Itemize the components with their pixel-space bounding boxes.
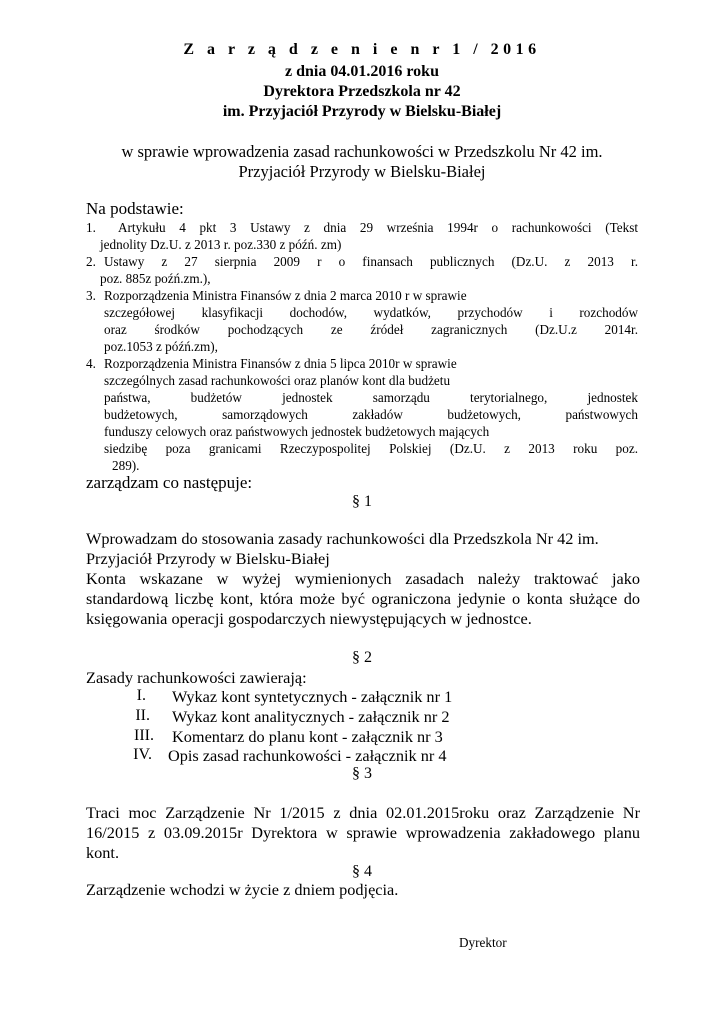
subject-line-2: Przyjaciół Przyrody w Bielsku-Białej [238, 162, 486, 181]
order-issuer: Dyrektora Przedszkola nr 42 [263, 83, 461, 100]
basis-item-4-line-6: siedzibę poza granicami Rzeczypospolitej Polskiej (Dz.U. z 2013 roku poz. [104, 441, 638, 456]
section-3-line-3: kont. [86, 843, 120, 862]
signature-label: Dyrektor [459, 935, 507, 950]
basis-item-4-line-7: 289). [112, 458, 140, 473]
basis-item-3-line-1: Rozporządzenia Ministra Finansów z dnia 2 marca 2010 r w sprawie [104, 288, 467, 303]
basis-intro: Na podstawie: [86, 199, 184, 218]
basis-item-1-line-2: jednolity Dz.U. z 2013 r. poz.330 z późń. zm) [100, 237, 342, 252]
section-2-item-1-numeral: I. [136, 687, 146, 704]
section-2-mark: § 2 [352, 649, 372, 666]
section-3-mark: § 3 [352, 765, 372, 782]
basis-item-4-number: 4. [86, 356, 96, 371]
order-date: z dnia 04.01.2016 roku [285, 63, 439, 80]
section-2-item-2-numeral: II. [135, 707, 150, 724]
basis-item-4-line-2: szczególnych zasad rachunkowości oraz planów kont dla budżetu [104, 373, 451, 388]
section-2-item-3-numeral: III. [134, 727, 154, 744]
section-2-item-2-text: Wykaz kont analitycznych - załącznik nr 2 [172, 707, 450, 726]
order-issuer-name: im. Przyjaciół Przyrody w Bielsku-Białej [222, 103, 502, 120]
section-2-intro: Zasady rachunkowości zawierają: [86, 668, 307, 687]
basis-item-3-line-4: poz.1053 z późń.zm), [104, 339, 218, 354]
basis-item-2-line-2: poz. 885z poźń.zm.), [100, 271, 211, 286]
section-2-item-1-text: Wykaz kont syntetycznych - załącznik nr 1 [172, 687, 453, 706]
basis-item-2-number: 2. [86, 254, 96, 269]
basis-item-1-line-1: Artykułu 4 pkt 3 Ustawy z dnia 29 września 1994r o rachunkowości (Tekst [118, 220, 638, 235]
section-1-line-2: Przyjaciół Przyrody w Bielsku-Białej [86, 549, 330, 568]
section-3-line-1: Traci moc Zarządzenie Nr 1/2015 z dnia 02.01.2015roku oraz Zarządzenie Nr [86, 803, 640, 822]
basis-item-1-number: 1. [86, 220, 96, 235]
section-2-item-4-numeral: IV. [133, 746, 152, 763]
section-1-line-3: Konta wskazane w wyżej wymienionych zasadach należy traktować jako [86, 569, 640, 588]
subject-line-1: w sprawie wprowadzenia zasad rachunkowości w Przedszkolu Nr 42 im. [121, 142, 603, 161]
section-1-line-1: Wprowadzam do stosowania zasady rachunkowości dla Przedszkola Nr 42 im. [86, 529, 599, 548]
basis-outro: zarządzam co następuje: [86, 473, 253, 492]
section-3-line-2: 16/2015 z 03.09.2015r Dyrektora w sprawie wprowadzenia zakładowego planu [86, 823, 640, 842]
basis-item-3-number: 3. [86, 288, 96, 303]
order-title: Z a r z ą d z e n i e n r 1 / 2016 [183, 41, 541, 58]
basis-item-4-line-3: państwa, budżetów jednostek samorządu terytorialnego, jednostek [104, 390, 638, 405]
basis-item-3-line-3: oraz środków pochodzących ze źródeł zagranicznych (Dz.U.z 2014r. [104, 322, 638, 337]
basis-item-4-line-1: Rozporządzenia Ministra Finansów z dnia 5 lipca 2010r w sprawie [104, 356, 457, 371]
section-1-mark: § 1 [352, 493, 372, 510]
section-2-item-3-text: Komentarz do planu kont - załącznik nr 3 [172, 727, 443, 746]
basis-item-4-line-4: budżetowych, samorządowych zakładów budżetowych, państwowych [104, 407, 638, 422]
section-4-mark: § 4 [352, 863, 372, 880]
section-1-line-4: standardową liczbę kont, która może być ograniczona jedynie o konta służące do [86, 589, 640, 608]
section-1-line-5: księgowania operacji gospodarczych niewystępujących w jednostce. [86, 609, 532, 628]
basis-item-2-line-1: Ustawy z 27 sierpnia 2009 r o finansach publicznych (Dz.U. z 2013 r. [104, 254, 638, 269]
basis-item-4-line-5: funduszy celowych oraz państwowych jednostek budżetowych mających [104, 424, 490, 439]
section-2-item-4-text: Opis zasad rachunkowości - załącznik nr 4 [168, 746, 447, 765]
basis-item-3-line-2: szczegółowej klasyfikacji dochodów, wydatków, przychodów i rozchodów [104, 305, 638, 320]
section-4-text: Zarządzenie wchodzi w życie z dniem podjęcia. [86, 880, 399, 899]
